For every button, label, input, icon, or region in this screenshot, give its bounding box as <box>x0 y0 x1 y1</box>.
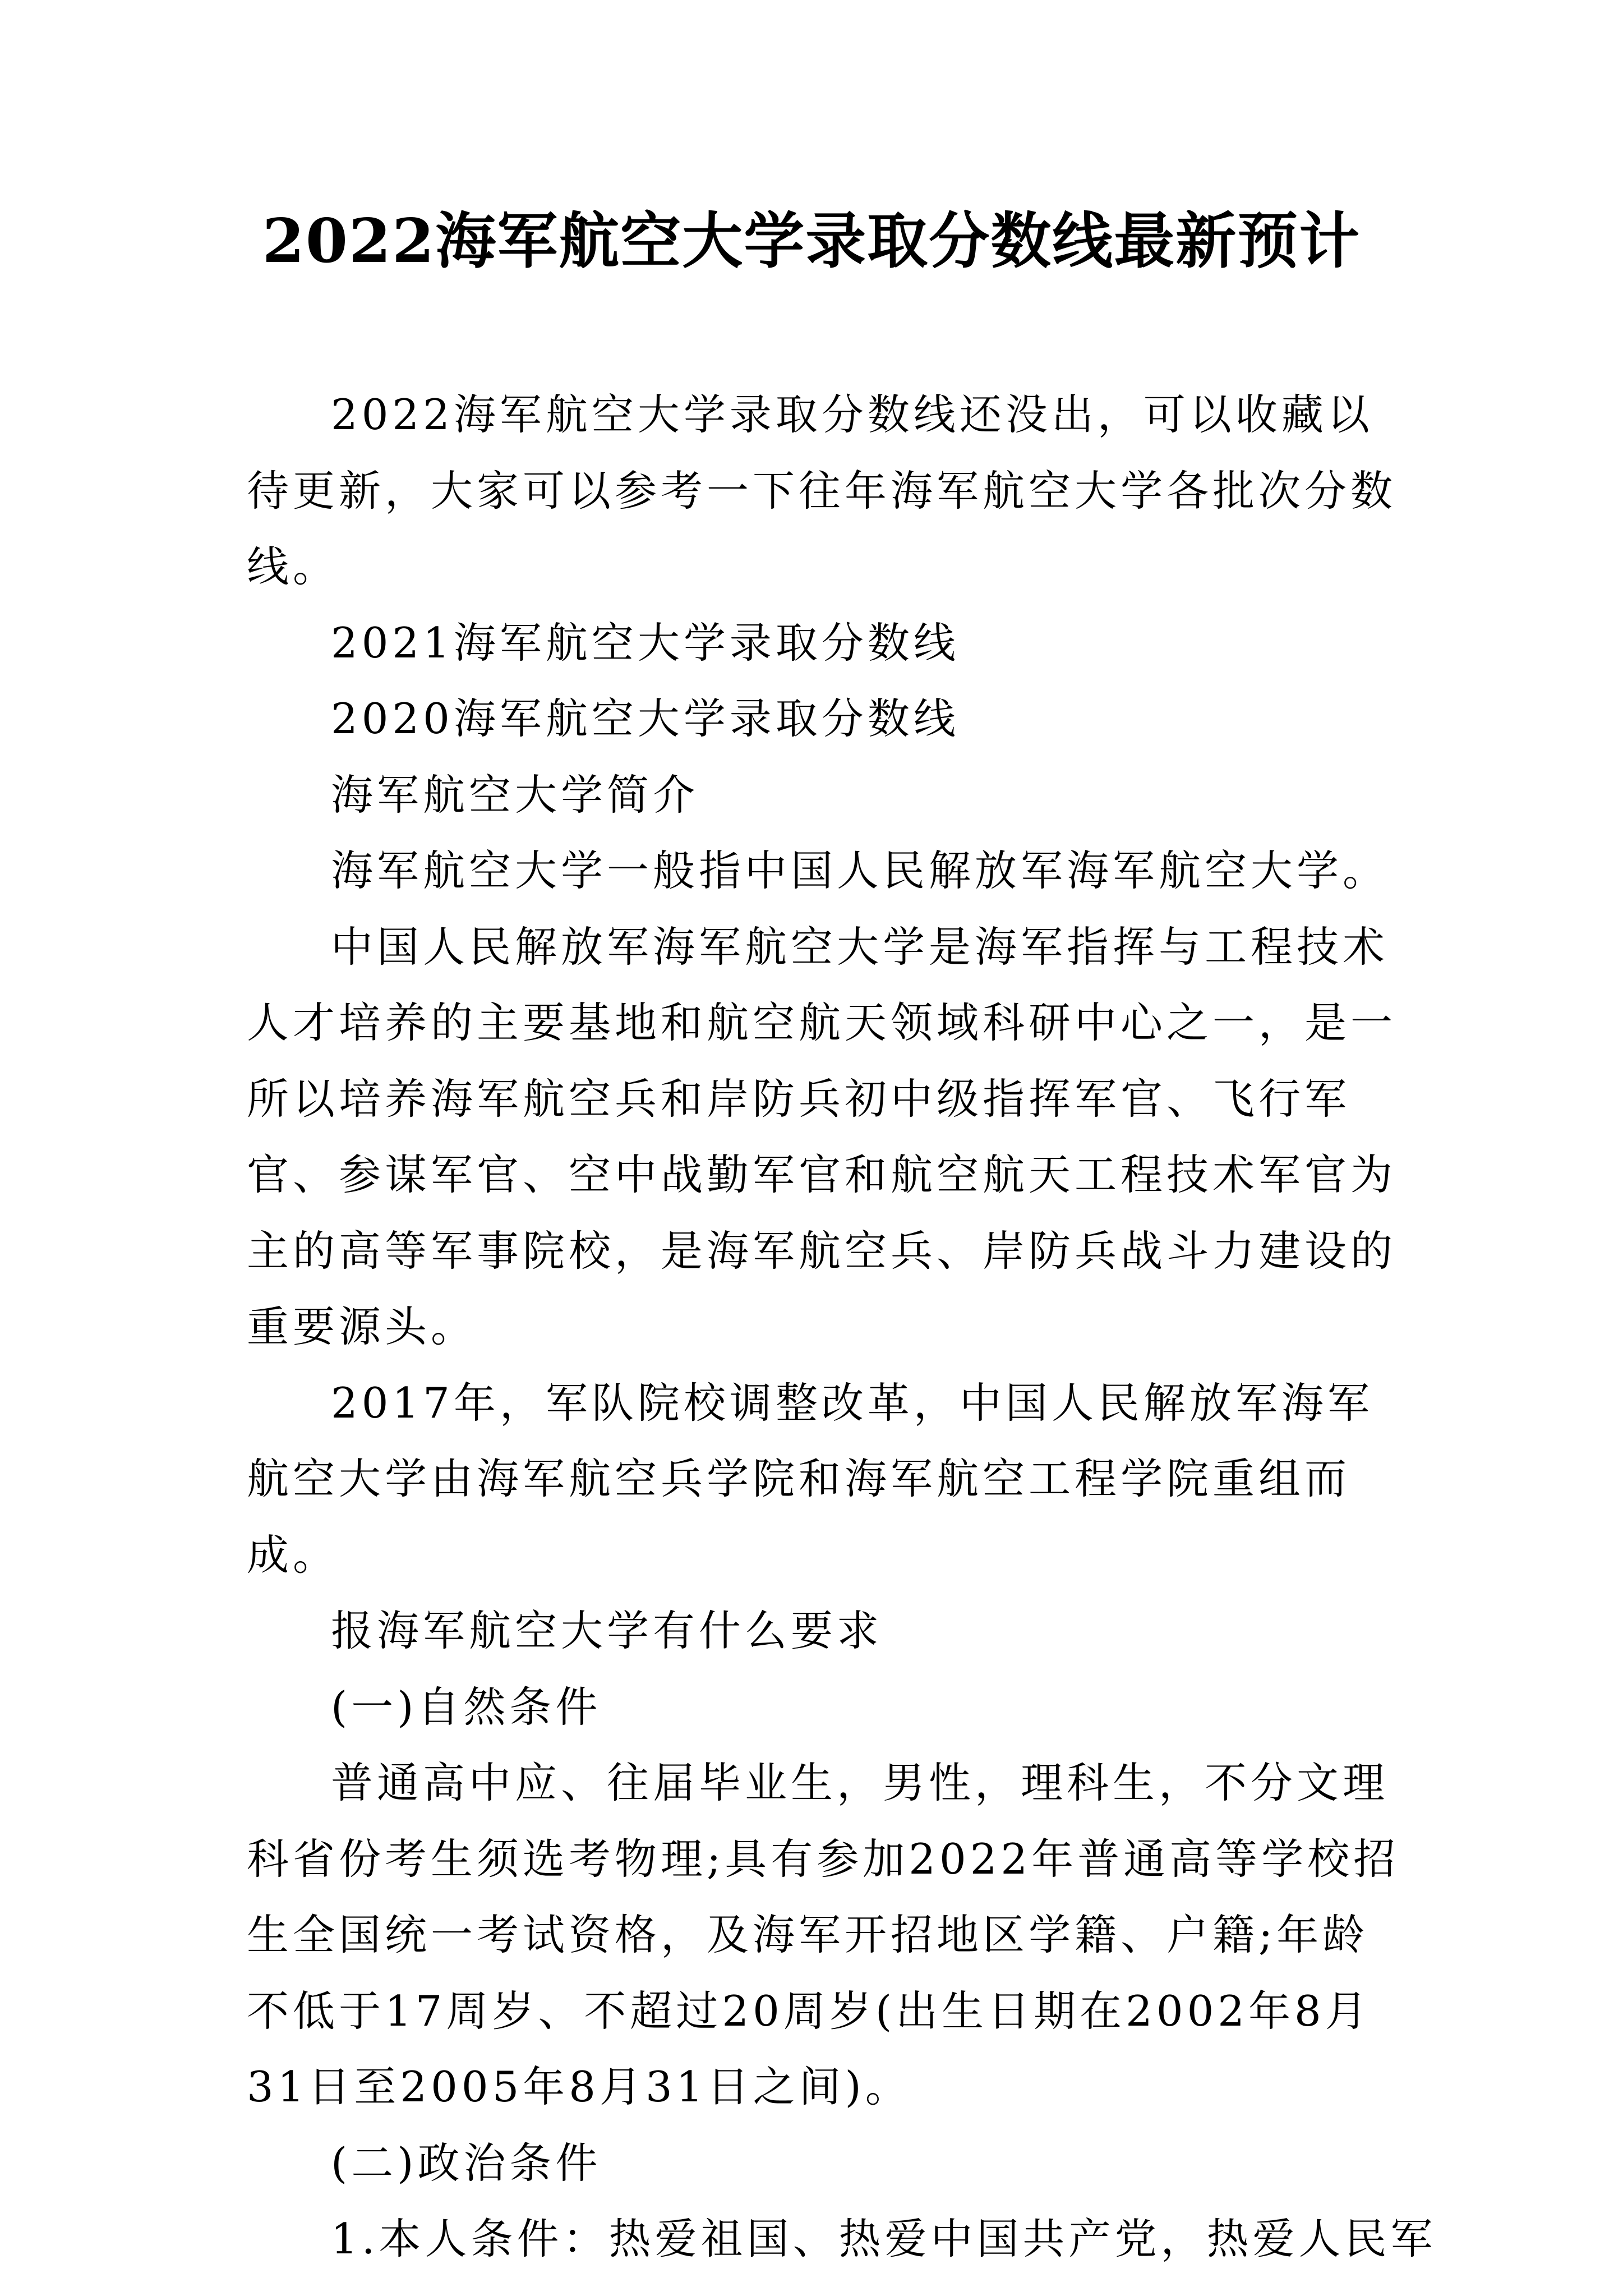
paragraph: 2021海军航空大学录取分数线 <box>331 618 960 668</box>
subsection-heading: (一)自然条件 <box>331 1682 602 1732</box>
subsection-heading: (二)政治条件 <box>331 2138 602 2188</box>
document-body <box>247 377 1437 2277</box>
section-heading: 海军航空大学简介 <box>331 770 699 820</box>
paragraph: 海军航空大学一般指中国人民解放军海军航空大学。 <box>331 846 1389 895</box>
paragraph: 1.本人条件：热爱祖国、热爱中国共产党，热爱人民军 <box>331 2214 1437 2263</box>
paragraph: 2020海军航空大学录取分数线 <box>331 694 960 743</box>
paragraph: 普通高中应、往届毕业生，男性，理科生，不分文理科省份考生须选考物理;具有参加2022年普通高等学校招生全国统一考试资格，及海军开招地区学籍、户籍;年龄不低于17周岁、不超过20周岁(出生日期在2002年8月31日至2005年8月31日之间)。 <box>247 1758 1400 2111</box>
document-title: 2022海军航空大学录取分数线最新预计 <box>262 206 1361 277</box>
paragraph: 2022海军航空大学录取分数线还没出，可以收藏以待更新，大家可以参考一下往年海军航空大学各批次分数线。 <box>247 390 1397 591</box>
paragraph: 2017年，军队院校调整改革，中国人民解放军海军航空大学由海军航空兵学院和海军航空工程学院重组而成。 <box>247 1378 1373 1580</box>
section-heading: 报海军航空大学有什么要求 <box>331 1606 883 1655</box>
paragraph: 中国人民解放军海军航空大学是海军指挥与工程技术人才培养的主要基地和航空航天领域科研中心之一，是一所以培养海军航空兵和岸防兵初中级指挥军官、飞行军官、参谋军官、空中战勤军官和航空航天工程技术军官为主的高等军事院校，是海军航空兵、岸防兵战斗力建设的重要源头。 <box>247 922 1397 1351</box>
